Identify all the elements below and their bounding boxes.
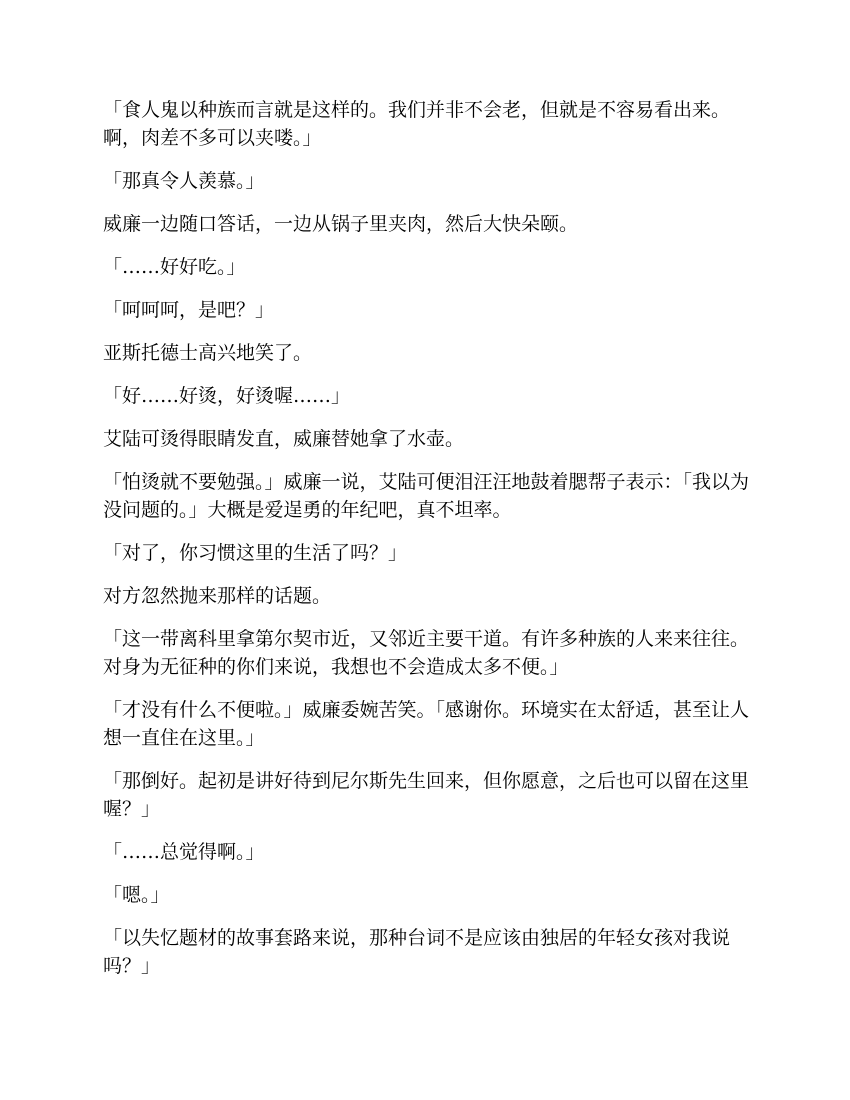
paragraph-7: 「好……好烫，好烫喔……」	[103, 385, 351, 407]
paragraph-6: 亚斯托德士高兴地笑了。	[103, 342, 313, 364]
paragraph-17: 「以失忆题材的故事套路来说，那种台词不是应该由独居的年轻女孩对我说吗？」	[103, 927, 731, 977]
paragraph-12: 「这一带离科里拿第尔契市近，又邻近主要干道。有许多种族的人来来往往。对身为无征种的你们来说，我想也不会造成太多不便。」	[103, 628, 750, 678]
paragraph-9: 「怕烫就不要勉强。」威廉一说，艾陆可便泪汪汪地鼓着腮帮子表示：「我以为没问题的。」大概是爱逞勇的年纪吧，真不坦率。	[103, 471, 750, 521]
paragraph-5: 「呵呵呵，是吧？」	[103, 299, 275, 321]
paragraph-4: 「……好好吃。」	[103, 256, 246, 278]
paragraph-13: 「才没有什么不便啦。」威廉委婉苦笑。「感谢你。环境实在太舒适，甚至让人想一直住在这里。」	[103, 699, 750, 749]
paragraph-2: 「那真令人羡慕。」	[103, 170, 265, 192]
paragraph-15: 「……总觉得啊。」	[103, 841, 265, 863]
paragraph-10: 「对了，你习惯这里的生活了吗？」	[103, 542, 408, 564]
paragraph-14: 「那倒好。起初是讲好待到尼尔斯先生回来，但你愿意，之后也可以留在这里喔？」	[103, 770, 750, 820]
paragraph-3: 威廉一边随口答话，一边从锅子里夹肉，然后大快朵颐。	[103, 213, 579, 235]
paragraph-16: 「嗯。」	[103, 884, 170, 906]
paragraph-1: 「食人鬼以种族而言就是这样的。我们并非不会老，但就是不容易看出来。啊，肉差不多可以夹喽。」	[103, 99, 731, 149]
paragraph-8: 艾陆可烫得眼睛发直，威廉替她拿了水壶。	[103, 428, 465, 450]
document-page	[103, 96, 753, 995]
paragraph-11: 对方忽然抛来那样的话题。	[103, 585, 332, 607]
